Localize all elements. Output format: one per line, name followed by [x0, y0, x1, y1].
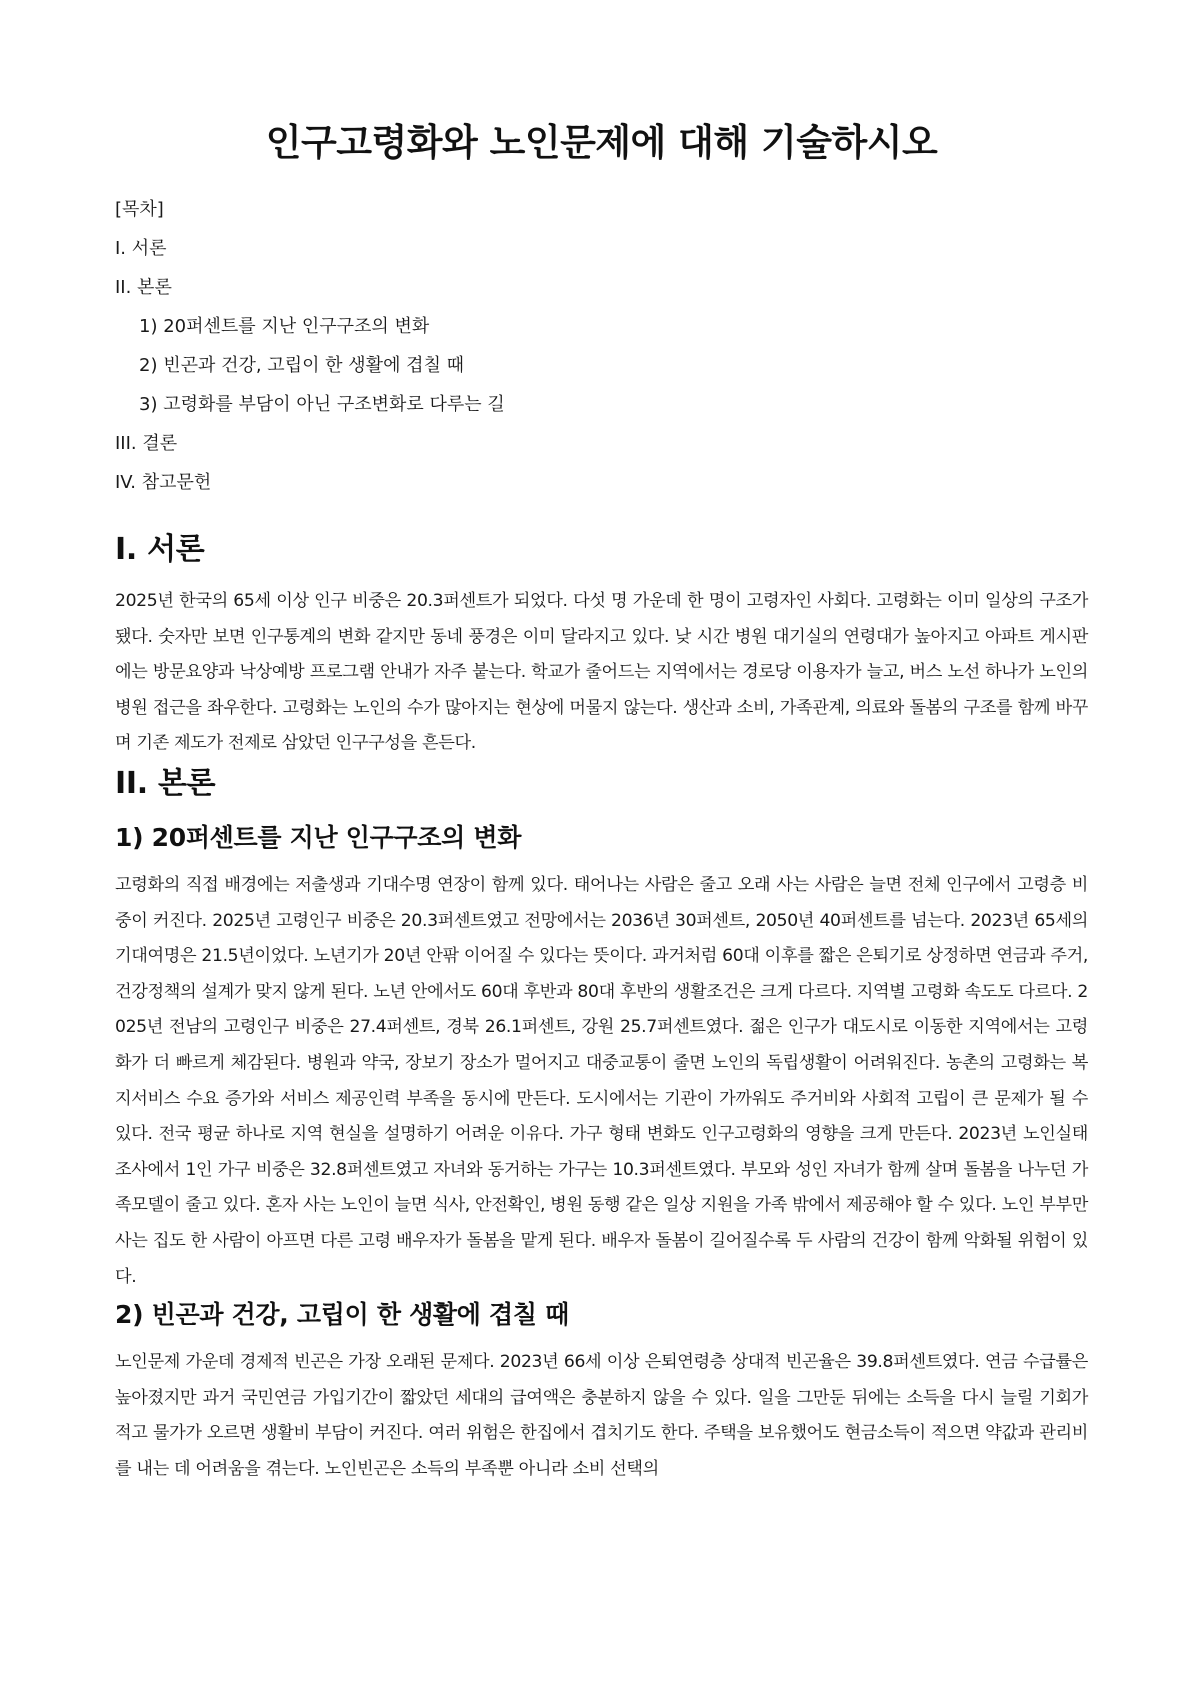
subsection-2-paragraph: 노인문제 가운데 경제적 빈곤은 가장 오래된 문제다. 2023년 66세 이상 은퇴연령층 상대적 빈곤율은 39.8퍼센트였다. 연금 수급률은 높아졌지만 과거 국민연금 가입기간이 짧았던 세대의 급여액은 충분하지 않을 수 있다. 일을 그만둔 뒤에는 소득을 다시 늘릴 기회가 적고 물가가 오르면 생활비 부담이 커진다. 여러 위험은 한집에서 겹치기도 한다. 주택을 보유했어도 현금소득이 적으면 약값과 관리비를 내는 데 어려움을 겪는다. 노인빈곤은 소득의 부족뿐 아니라 소비 선택의 — [115, 1352, 1088, 1479]
toc-item-body: II. 본론 — [115, 277, 172, 298]
toc-heading: [목차] — [115, 199, 164, 220]
intro-paragraph: 2025년 한국의 65세 이상 인구 비중은 20.3퍼센트가 되었다. 다섯 명 가운데 한 명이 고령자인 사회다. 고령화는 이미 일상의 구조가 됐다. 숫자만 보면 인구통계의 변화 같지만 동네 풍경은 이미 달라지고 있다. 낮 시간 병원 대기실의 연령대가 높아지고 아파트 게시판에는 방문요양과 낙상예방 프로그램 안내가 자주 붙는다. 학교가 줄어드는 지역에서는 경로당 이용자가 늘고, 버스 노선 하나가 노인의 병원 접근을 좌우한다. 고령화는 노인의 수가 많아지는 현상에 머물지 않는다. 생산과 소비, 가족관계, 의료와 돌봄의 구조를 함께 바꾸며 기존 제도가 전제로 삼았던 인구구성을 흔든다. — [115, 591, 1088, 754]
toc-item-intro: I. 서론 — [115, 238, 167, 259]
toc-item-body-sub1: 1) 20퍼센트를 지난 인구구조의 변화 — [139, 316, 430, 337]
toc-item-body-sub2: 2) 빈곤과 건강, 고립이 한 생활에 겹칠 때 — [139, 355, 465, 376]
section-heading-body: II. 본론 — [115, 765, 216, 801]
section-body — [115, 762, 1088, 1488]
toc-item-conclusion: III. 결론 — [115, 433, 178, 454]
subsection-heading-1: 1) 20퍼센트를 지난 인구구조의 변화 — [115, 822, 522, 852]
toc-item-body-sub3: 3) 고령화를 부담이 아닌 구조변화로 다루는 길 — [139, 394, 505, 415]
subsection-heading-2: 2) 빈곤과 건강, 고립이 한 생활에 겹칠 때 — [115, 1300, 569, 1330]
section-intro — [115, 528, 1088, 762]
table-of-contents — [115, 190, 1088, 502]
section-heading-intro: I. 서론 — [115, 532, 205, 567]
subsection-1-paragraph: 고령화의 직접 배경에는 저출생과 기대수명 연장이 함께 있다. 태어나는 사람은 줄고 오래 사는 사람은 늘면 전체 인구에서 고령층 비중이 커진다. 2025년 고령인구 비중은 20.3퍼센트였고 전망에서는 2036년 30퍼센트, 2050년 40퍼센트를 넘는다. 2023년 65세의 기대여명은 21.5년이었다. 노년기가 20년 안팎 이어질 수 있다는 뜻이다. 과거처럼 60대 이후를 짧은 은퇴기로 상정하면 연금과 주거, 건강정책의 설계가 맞지 않게 된다. 노년 안에서도 60대 후반과 80대 후반의 생활조건은 크게 다르다. 지역별 고령화 속도도 다르다. 2025년 전남의 고령인구 비중은 27.4퍼센트, 경북 26.1퍼센트, 강원 25.7퍼센트였다. 젊은 인구가 대도시로 이동한 지역에서는 고령화가 더 빠르게 체감된다. 병원과 약국, 장보기 장소가 멀어지고 대중교통이 줄면 노인의 독립생활이 어려워진다. 농촌의 고령화는 복지서비스 수요 증가와 서비스 제공인력 부족을 동시에 만든다. 도시에서는 기관이 가까워도 주거비와 사회적 고립이 큰 문제가 될 수 있다. 전국 평균 하나로 지역 현실을 설명하기 어려운 이유다. 가구 형태 변화도 인구고령화의 영향을 크게 만든다. 2023년 노인실태조사에서 1인 가구 비중은 32.8퍼센트였고 자녀와 동거하는 가구는 10.3퍼센트였다. 부모와 성인 자녀가 함께 살며 돌봄을 나누던 가족모델이 줄고 있다. 혼자 사는 노인이 늘면 식사, 안전확인, 병원 동행 같은 일상 지원을 가족 밖에서 제공해야 할 수 있다. 노인 부부만 사는 집도 한 사람이 아프면 다른 고령 배우자가 돌봄을 맡게 된다. 배우자 돌봄이 길어질수록 두 사람의 건강이 함께 악화될 위험이 있다. — [115, 874, 1089, 1287]
toc-item-references: IV. 참고문헌 — [115, 472, 212, 493]
document-title: 인구고령화와 노인문제에 대해 기술하시오 — [265, 121, 938, 164]
